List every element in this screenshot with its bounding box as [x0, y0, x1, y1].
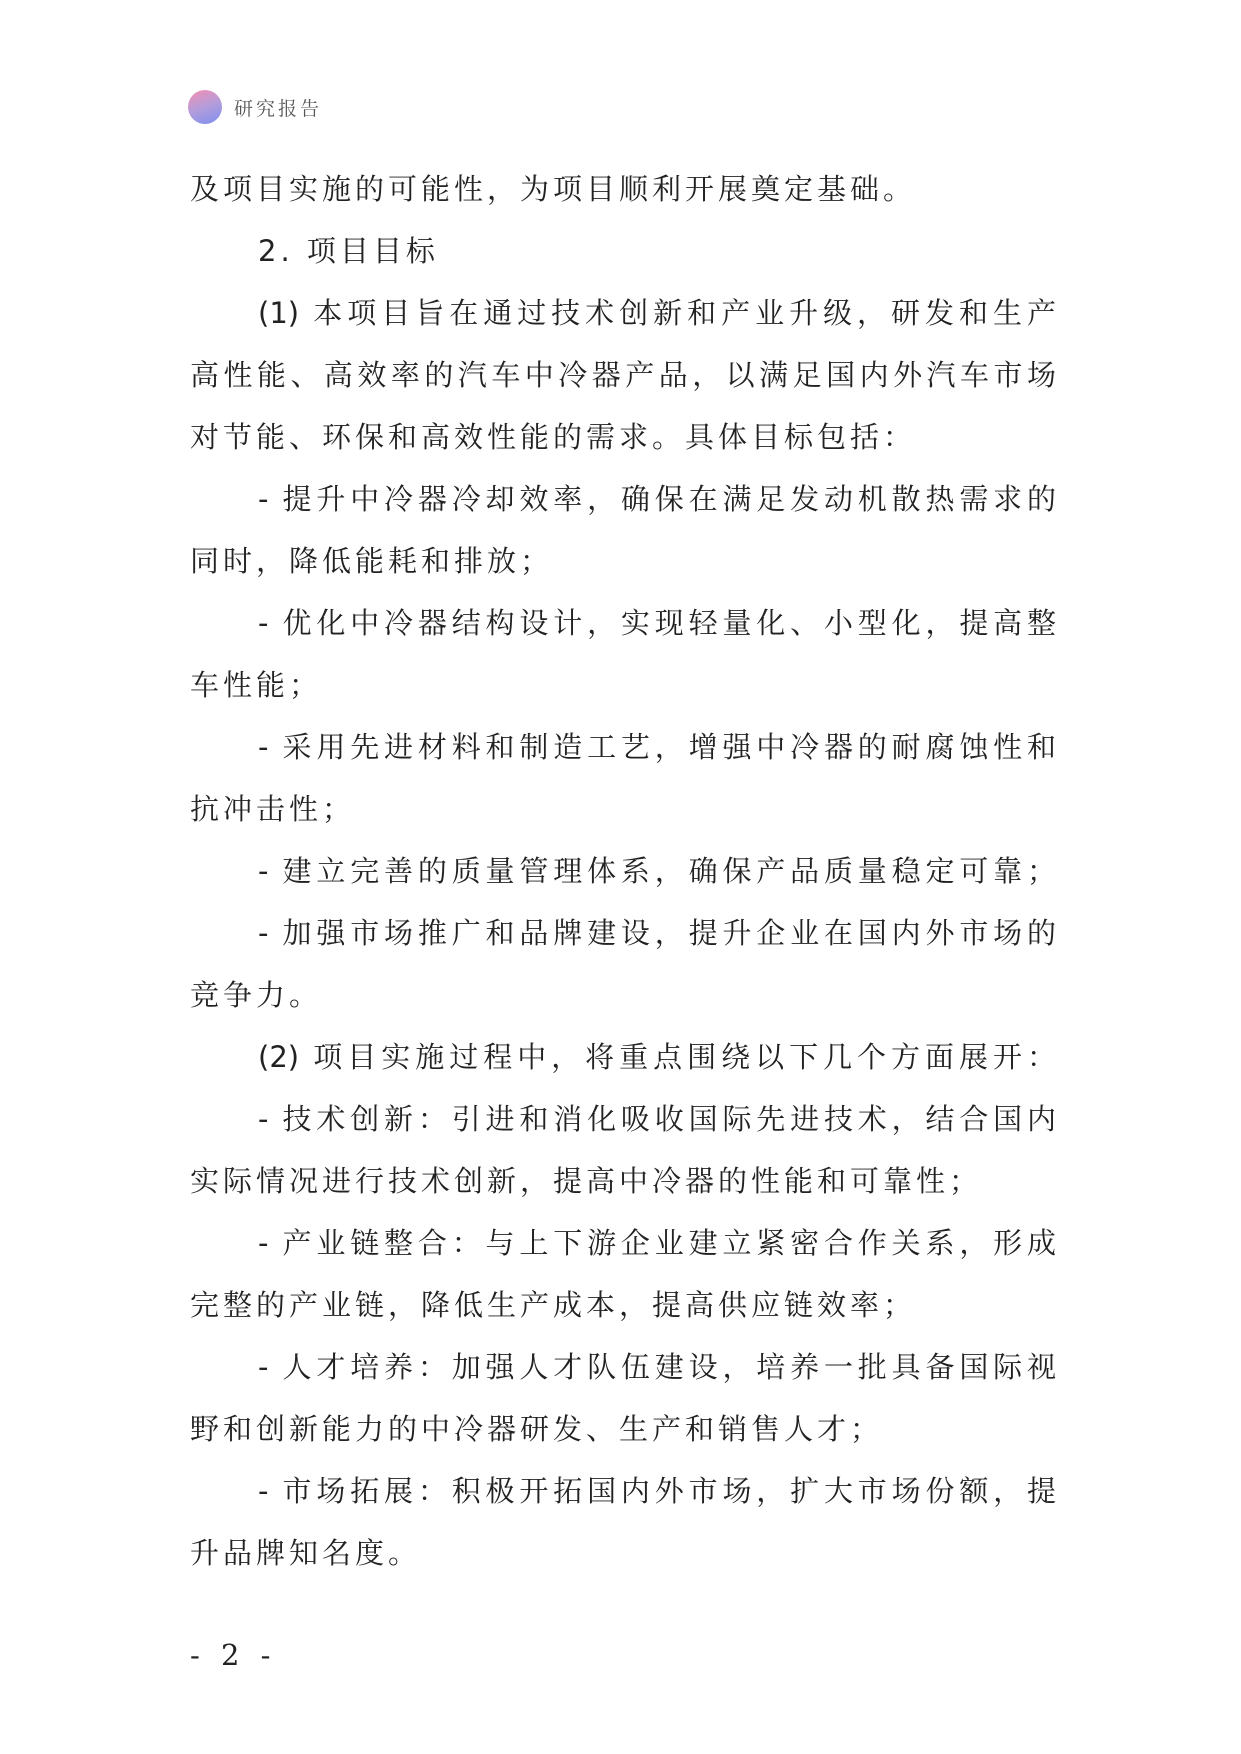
header-title: 研究报告: [234, 97, 323, 120]
list-item: - 产业链整合：与上下游企业建立紧密合作关系，形成: [258, 1226, 1056, 1260]
document-body: [190, 158, 1056, 1584]
list-item-continuation: 完整的产业链，降低生产成本，提高供应链效率；: [190, 1288, 917, 1322]
list-item: - 加强市场推广和品牌建设，提升企业在国内外市场的: [258, 916, 1056, 950]
list-item: - 建立完善的质量管理体系，确保产品质量稳定可靠；: [258, 854, 1056, 888]
logo-icon: [188, 90, 222, 124]
list-item: - 采用先进材料和制造工艺，增强中冷器的耐腐蚀性和: [258, 730, 1056, 764]
list-item: - 市场拓展：积极开拓国内外市场，扩大市场份额，提: [258, 1474, 1056, 1508]
paragraph-line: (2) 项目实施过程中，将重点围绕以下几个方面展开：: [258, 1040, 1056, 1074]
list-item: - 技术创新：引进和消化吸收国际先进技术，结合国内: [258, 1102, 1056, 1136]
paragraph-line: 对节能、环保和高效性能的需求。具体目标包括：: [190, 420, 917, 454]
list-item-continuation: 车性能；: [190, 668, 323, 702]
paragraph-line: (1) 本项目旨在通过技术创新和产业升级，研发和生产: [258, 296, 1056, 330]
list-item: - 优化中冷器结构设计，实现轻量化、小型化，提高整: [258, 606, 1056, 640]
list-item-continuation: 实际情况进行技术创新，提高中冷器的性能和可靠性；: [190, 1164, 983, 1198]
list-item: - 人才培养：加强人才队伍建设，培养一批具备国际视: [258, 1350, 1056, 1384]
list-item-continuation: 竞争力。: [190, 978, 323, 1012]
paragraph-line: 及项目实施的可能性，为项目顺利开展奠定基础。: [190, 172, 917, 206]
page-number: - 2 -: [190, 1638, 277, 1672]
list-item: - 提升中冷器冷却效率，确保在满足发动机散热需求的: [258, 482, 1056, 516]
list-item-continuation: 同时，降低能耗和排放；: [190, 544, 554, 578]
list-item-continuation: 抗冲击性；: [190, 792, 356, 826]
list-item-continuation: 野和创新能力的中冷器研发、生产和销售人才；: [190, 1412, 884, 1446]
section-heading: 2. 项目目标: [258, 234, 439, 268]
page-header: [188, 90, 322, 124]
list-item-continuation: 升品牌知名度。: [190, 1536, 422, 1570]
paragraph-line: 高性能、高效率的汽车中冷器产品，以满足国内外汽车市场: [190, 358, 1056, 392]
